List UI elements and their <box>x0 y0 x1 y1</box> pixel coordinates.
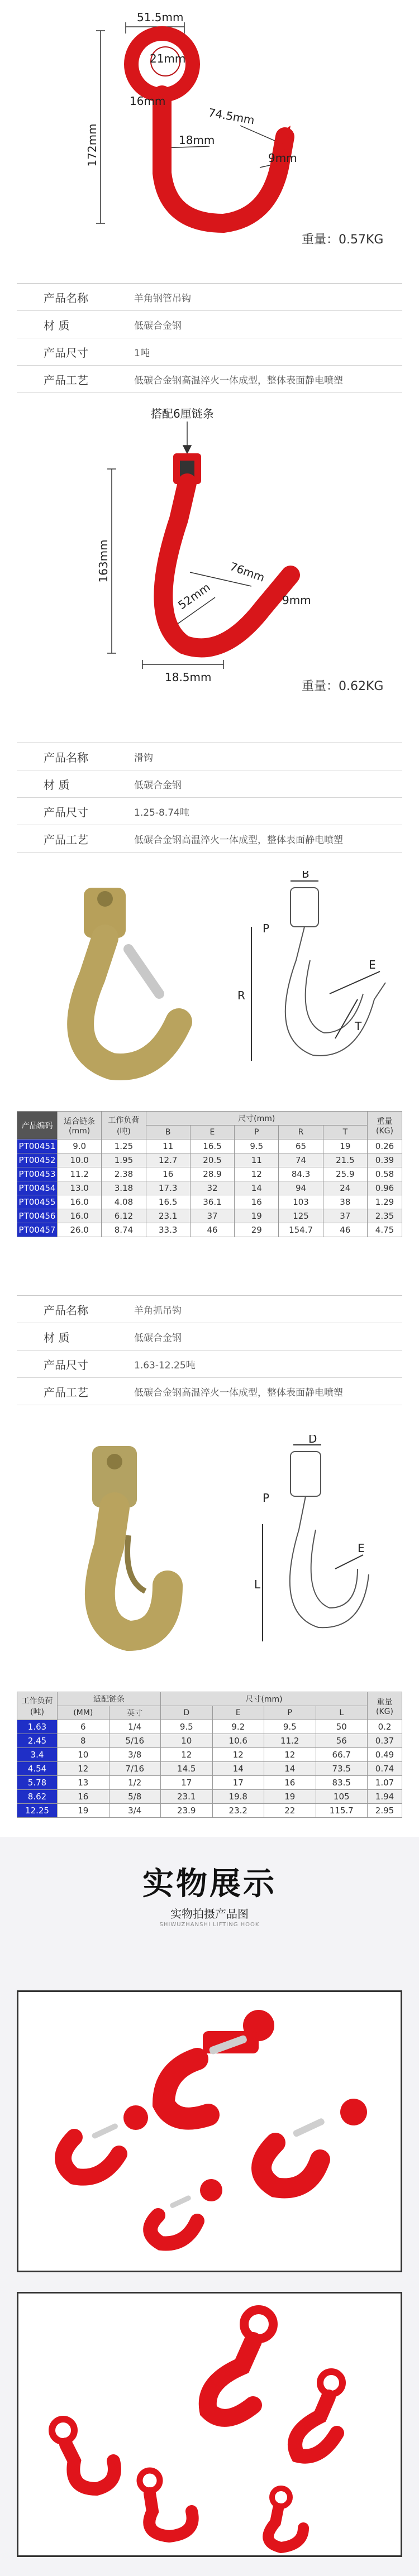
product-photo-2 <box>17 2292 402 2557</box>
hook2-dim-height: 163mm <box>97 539 110 583</box>
table-cell: 19 <box>323 1139 367 1153</box>
spec1-row: 产品名称 羊角钢管吊钩 <box>17 284 402 311</box>
hook1-dim-body: 18mm <box>179 133 215 147</box>
diag1-label-p: P <box>263 922 270 935</box>
row-key-cell: PT00451 <box>17 1139 58 1153</box>
spec-table-2 <box>17 743 402 853</box>
table-cell: 32 <box>190 1181 234 1195</box>
photo2-hooks <box>18 2293 401 2555</box>
table-cell: 5/8 <box>109 1790 161 1804</box>
table-cell: 16 <box>235 1195 279 1209</box>
table-cell: 19.8 <box>212 1790 264 1804</box>
photo1-hooks <box>18 1992 401 2271</box>
table-cell: 1.29 <box>368 1195 402 1209</box>
table-cell: 2.38 <box>102 1167 146 1181</box>
row-key-cell: PT00454 <box>17 1181 58 1195</box>
table-cell: 9.5 <box>235 1139 279 1153</box>
table-cell: 14 <box>264 1762 316 1776</box>
grab-hook-photo <box>92 1446 168 1636</box>
diag1-label-b: B <box>302 871 310 880</box>
row-key-cell: PT00456 <box>17 1209 58 1223</box>
spec1-row: 材 质 低碳合金钢 <box>17 311 402 338</box>
hook2-section <box>0 408 419 720</box>
table-cell: 37 <box>323 1209 367 1223</box>
table-cell: 6 <box>58 1720 109 1734</box>
spec2-row: 产品工艺 低碳合金钢高温淬火一体成型，整体表面静电喷塑 <box>17 825 402 853</box>
table-cell: 2.35 <box>368 1209 402 1223</box>
table-cell: 23.9 <box>161 1804 213 1818</box>
slip-hook-table: 产品编码 适合链条 (mm) 工作负荷 (吨) 尺寸(mm) 重量 (KG) B E P R T PT00451 9.0 1.25 11 16.5 9.5 65 19 0.26 PT00452 10.0 1.95 12.7 20.5 11 74 21.5 0.39 PT00453 11.2 2.38 16 28.9 12 84.3 25.9 0.58 PT00454 13.0 3.18 17.3 32 14 94 24 0.96 PT00455 16.0 4.08 16.5 36.1 16 103 38 1.29 PT00456 16.0 6.12 23.1 37 19 125 37 2.35 PT00457 26.0 8.74 33.3 46 29 154.7 46 4.75 <box>17 1111 402 1237</box>
table-cell: 83.5 <box>316 1776 368 1790</box>
hook2-dim-throat: 76mm <box>228 559 267 585</box>
table-cell: 19 <box>264 1790 316 1804</box>
spec-table-3 <box>17 1295 402 1405</box>
table-cell: 17 <box>212 1776 264 1790</box>
table-cell: 0.2 <box>368 1720 402 1734</box>
table-cell: 12.7 <box>146 1153 190 1167</box>
table-cell: 23.2 <box>212 1804 264 1818</box>
table-cell: 38 <box>323 1195 367 1209</box>
table-cell: 1.07 <box>368 1776 402 1790</box>
table-cell: 2.95 <box>368 1804 402 1818</box>
slip-hook-photo <box>80 888 179 1067</box>
diag1-label-t: T <box>355 1019 362 1033</box>
table-cell: 1.94 <box>368 1790 402 1804</box>
table-cell: 84.3 <box>279 1167 323 1181</box>
spec1-row: 产品尺寸 1吨 <box>17 338 402 366</box>
banner-small-text: SHIWUZHANSHI LIFTING HOOK <box>159 1922 260 1928</box>
table-cell: 11.2 <box>264 1734 316 1748</box>
table-cell: 10.6 <box>212 1734 264 1748</box>
diag2-label-l: L <box>254 1578 261 1591</box>
hook1-weight: 重量：0.57KG <box>302 233 384 247</box>
table-cell: 19 <box>58 1804 109 1818</box>
row-key-cell: 2.45 <box>17 1734 58 1748</box>
table-cell: 21.5 <box>323 1153 367 1167</box>
table-cell: 14 <box>212 1762 264 1776</box>
table-cell: 50 <box>316 1720 368 1734</box>
grab-hook-section <box>0 1435 419 1680</box>
table-cell: 115.7 <box>316 1804 368 1818</box>
table-cell: 0.96 <box>368 1181 402 1195</box>
slip-hook-section <box>0 871 419 1105</box>
table-cell: 105 <box>316 1790 368 1804</box>
row-key-cell: PT00452 <box>17 1153 58 1167</box>
table-cell: 125 <box>279 1209 323 1223</box>
hook2-dim-width: 18.5mm <box>165 671 212 684</box>
table-cell: 66.7 <box>316 1748 368 1762</box>
spec1-row: 产品工艺 低碳合金钢高温淬火一体成型，整体表面静电喷塑 <box>17 366 402 393</box>
table-cell: 17.3 <box>146 1181 190 1195</box>
row-key-cell: PT00457 <box>17 1223 58 1237</box>
table-row <box>17 1804 402 1818</box>
table-cell: 65 <box>279 1139 323 1153</box>
table-cell: 0.26 <box>368 1139 402 1153</box>
table-cell: 16 <box>264 1776 316 1790</box>
table-cell: 12 <box>212 1748 264 1762</box>
table-cell: 0.39 <box>368 1153 402 1167</box>
hook1-diagram <box>0 0 419 268</box>
table-cell: 14 <box>235 1181 279 1195</box>
spec3-row: 产品工艺 低碳合金钢高温淬火一体成型，整体表面静电喷塑 <box>17 1378 402 1405</box>
diag1-label-e: E <box>369 958 376 971</box>
table-cell: 22 <box>264 1804 316 1818</box>
table-cell: 7/16 <box>109 1762 161 1776</box>
table-row <box>17 1720 402 1734</box>
grab-hook-line-diagram <box>263 1445 369 1641</box>
table-cell: 9.5 <box>161 1720 213 1734</box>
table-row <box>17 1209 402 1223</box>
spec2-row: 材 质 低碳合金钢 <box>17 770 402 798</box>
hook1-dim-thick: 16mm <box>130 94 166 108</box>
table-row <box>17 1195 402 1209</box>
table-cell: 16.5 <box>190 1139 234 1153</box>
table-cell: 20.5 <box>190 1153 234 1167</box>
grab-hook-table: 工作负荷 (吨) 适配链条 尺寸(mm) 重量 (KG) (MM) 英寸 D E P L 1.63 6 1/4 9.5 9.2 9.5 50 0.2 2.45 8 5/16 10 10.6 11.2 56 0.37 3.4 10 3/8 12 12 12 66.7 0.49 4.54 12 7/16 14.5 14 14 73.5 0.74 5.78 13 1/2 17 17 16 83.5 1.07 8.62 16 5/8 23.1 19.8 19 105 1.94 12.25 19 3/4 23.9 23.2 22 115.7 2.95 <box>17 1692 402 1818</box>
row-key-cell: PT00455 <box>17 1195 58 1209</box>
table-cell: 4.08 <box>102 1195 146 1209</box>
hook2-diagram <box>0 408 419 720</box>
table-cell: 103 <box>279 1195 323 1209</box>
table-cell: 56 <box>316 1734 368 1748</box>
table-cell: 14.5 <box>161 1762 213 1776</box>
diag2-label-e: E <box>358 1541 365 1555</box>
table-cell: 12 <box>235 1167 279 1181</box>
table-cell: 23.1 <box>146 1209 190 1223</box>
table-cell: 0.37 <box>368 1734 402 1748</box>
table-cell: 12 <box>161 1748 213 1762</box>
table-cell: 154.7 <box>279 1223 323 1237</box>
table-cell: 11 <box>235 1153 279 1167</box>
table-row <box>17 1790 402 1804</box>
diag1-label-r: R <box>237 989 245 1002</box>
row-key-cell: 1.63 <box>17 1720 58 1734</box>
hook2-dim-tip: 9mm <box>282 593 311 607</box>
row-key-cell: 4.54 <box>17 1762 58 1776</box>
slip-hook-illustration <box>0 871 419 1105</box>
table-row <box>17 1223 402 1237</box>
table-cell: 11.2 <box>58 1167 102 1181</box>
table-cell: 33.3 <box>146 1223 190 1237</box>
table-cell: 10.0 <box>58 1153 102 1167</box>
table-cell: 28.9 <box>190 1167 234 1181</box>
table-cell: 46 <box>323 1223 367 1237</box>
table-row <box>17 1776 402 1790</box>
table-cell: 10 <box>58 1748 109 1762</box>
table-cell: 5/16 <box>109 1734 161 1748</box>
hook2-chain-label: 搭配6厘链条 <box>151 408 214 420</box>
table-cell: 16 <box>58 1790 109 1804</box>
table-row <box>17 1762 402 1776</box>
table-cell: 1/4 <box>109 1720 161 1734</box>
table-cell: 1/2 <box>109 1776 161 1790</box>
product-photo-1 <box>17 1990 402 2272</box>
diag2-label-d: D <box>308 1435 317 1445</box>
spec2-row: 产品名称 滑钩 <box>17 743 402 770</box>
table-cell: 8.74 <box>102 1223 146 1237</box>
table-cell: 3/4 <box>109 1804 161 1818</box>
hook1-dim-eye: 21mm <box>150 52 186 65</box>
real-photo-banner <box>0 1837 419 2576</box>
table-cell: 3.18 <box>102 1181 146 1195</box>
table-cell: 24 <box>323 1181 367 1195</box>
table-cell: 73.5 <box>316 1762 368 1776</box>
hook1-dim-width: 51.5mm <box>137 11 184 24</box>
table-cell: 6.12 <box>102 1209 146 1223</box>
table-row <box>17 1167 402 1181</box>
table-row <box>17 1139 402 1153</box>
row-key-cell: 5.78 <box>17 1776 58 1790</box>
table-cell: 26.0 <box>58 1223 102 1237</box>
table-cell: 0.58 <box>368 1167 402 1181</box>
table-cell: 9.2 <box>212 1720 264 1734</box>
table-cell: 8 <box>58 1734 109 1748</box>
table-cell: 9.0 <box>58 1139 102 1153</box>
spec2-row: 产品尺寸 1.25-8.74吨 <box>17 798 402 825</box>
row-key-cell: 12.25 <box>17 1804 58 1818</box>
table-cell: 12 <box>264 1748 316 1762</box>
table-cell: 10 <box>161 1734 213 1748</box>
table-row <box>17 1734 402 1748</box>
table-cell: 25.9 <box>323 1167 367 1181</box>
table-cell: 46 <box>190 1223 234 1237</box>
table-row <box>17 1181 402 1195</box>
table-cell: 1.25 <box>102 1139 146 1153</box>
table-cell: 19 <box>235 1209 279 1223</box>
spec3-row: 产品名称 羊角抓吊钩 <box>17 1296 402 1323</box>
table-cell: 23.1 <box>161 1790 213 1804</box>
table-cell: 29 <box>235 1223 279 1237</box>
table-cell: 3/8 <box>109 1748 161 1762</box>
table-row <box>17 1153 402 1167</box>
table-cell: 36.1 <box>190 1195 234 1209</box>
spec-table-1 <box>17 283 402 393</box>
table-cell: 16.0 <box>58 1195 102 1209</box>
slip-hook-line-diagram <box>251 881 385 1061</box>
table-row <box>17 1748 402 1762</box>
row-key-cell: PT00453 <box>17 1167 58 1181</box>
table-cell: 17 <box>161 1776 213 1790</box>
hook2-weight: 重量：0.62KG <box>302 679 384 693</box>
table-cell: 11 <box>146 1139 190 1153</box>
row-key-cell: 8.62 <box>17 1790 58 1804</box>
spec3-row: 产品尺寸 1.63-12.25吨 <box>17 1351 402 1378</box>
grab-hook-illustration <box>0 1435 419 1680</box>
table-cell: 16 <box>146 1167 190 1181</box>
table-cell: 0.74 <box>368 1762 402 1776</box>
table-cell: 94 <box>279 1181 323 1195</box>
table-cell: 37 <box>190 1209 234 1223</box>
table-cell: 16.5 <box>146 1195 190 1209</box>
table-cell: 13 <box>58 1776 109 1790</box>
table-cell: 1.95 <box>102 1153 146 1167</box>
spec3-row: 材 质 低碳合金钢 <box>17 1323 402 1351</box>
hook2-dim-inner: 52mm <box>175 580 213 612</box>
table-cell: 0.49 <box>368 1748 402 1762</box>
hook1-section <box>0 0 419 268</box>
hook1-dim-height: 172mm <box>85 123 99 167</box>
table-cell: 74 <box>279 1153 323 1167</box>
row-key-cell: 3.4 <box>17 1748 58 1762</box>
table-cell: 16.0 <box>58 1209 102 1223</box>
hook1-dim-throat: 74.5mm <box>207 106 256 127</box>
diag2-label-p: P <box>263 1491 270 1505</box>
table-cell: 13.0 <box>58 1181 102 1195</box>
table-cell: 4.75 <box>368 1223 402 1237</box>
hook1-dim-tip: 9mm <box>268 151 297 165</box>
banner-title: 实物展示 <box>142 1866 277 1902</box>
table-cell: 12 <box>58 1762 109 1776</box>
table-cell: 9.5 <box>264 1720 316 1734</box>
banner-subtitle: 实物拍摄产品图 <box>170 1907 249 1921</box>
